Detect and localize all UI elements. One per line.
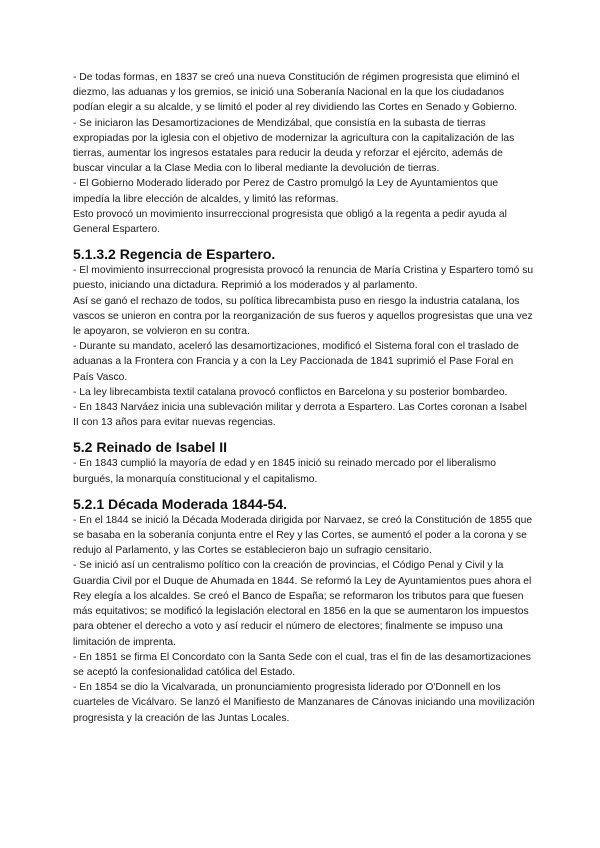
section-espartero-body — [73, 263, 535, 430]
paragraph: - En 1851 se firma El Concordato con la Santa Sede con el cual, tras el fin de las desamortizaciones se aceptó la confesionalidad católica del Estado. — [73, 651, 531, 678]
intro-block — [73, 70, 535, 237]
paragraph: - El movimiento insurreccional progresista provocó la renuncia de María Cristina y Espartero tomó su puesto, iniciando una dictadura. Reprimió a los moderados y al parlamento. — [73, 265, 534, 292]
paragraph: - Se inició así un centralismo político con la creación de provincias, el Código Penal y Civil y la Guardia Civil por el Duque de Ahumada en 1844. Se reformó la Ley de Ayuntamientos pues ahora el Rey elegía a los alcaldes. Se creó el Banco de España; se reformaron los tributos para que fuesen más equitativos; se modificó la legislación electoral en 1856 en la que se aumentaron los impuestos para obtener el derecho a voto y así reducir el número de electores; finalmente se impuso una limitación de imprenta. — [73, 560, 532, 648]
paragraph: - De todas formas, en 1837 se creó una nueva Constitución de régimen progresista que eliminó el diezmo, las aduanas y los gremios, se inició una Soberanía Nacional en la que los ciudadanos podían elegir a su alcalde, y se limitó el poder al rey dividiendo las Cortes en Senado y Gobierno. — [73, 72, 520, 114]
paragraph: - Durante su mandato, aceleró las desamortizaciones, modificó el Sistema foral con el traslado de aduanas a la Frontera con Francia y a con la Ley Paccionada de 1841 suprimió el Pase Foral en País Vasco. — [73, 341, 519, 383]
paragraph: - En 1843 cumplió la mayoría de edad y en 1845 inició su reinado mercado por el liberalismo burgués, la monarquía constitucional y el capitalismo. — [73, 458, 496, 485]
paragraph: - En el 1844 se inició la Década Moderada dirigida por Narvaez, se creó la Constitución de 1855 que se basaba en la soberanía conjunta entre el Rey y las Cortes, se aumentó el poder a la corona y se redujo al Parlamento, y las Cortes se establecieron bajo un sufragio censitario. — [73, 514, 533, 557]
paragraph: - En 1843 Narváez inicia una sublevación militar y derrota a Espartero. Las Cortes coronan a Isabel II con 13 años para evitar nuevas regencias. — [73, 402, 527, 429]
paragraph: - El Gobierno Moderado liderado por Perez de Castro promulgó la Ley de Ayuntamientos que impedía la libre elección de alcaldes, y limitó las reformas. — [73, 178, 499, 205]
section-isabel-body — [73, 456, 535, 486]
paragraph: - Se iniciaron las Desamortizaciones de Mendizábal, que consistía en la subasta de tierras expropiadas por la iglesia con el objetivo de modernizar la agricultura con la capitalización de las tierras, aumentar los ingresos estatales para reducir la deuda y reforzar el ejército, además de buscar vincular a la Clase Media con lo liberal mediante la devolución de tierras. — [73, 117, 515, 175]
paragraph: - En 1854 se dio la Vicalvarada, un pronunciamiento progresista liderado por O'Donnell en los cuarteles de Vicálvaro. Se lanzó el Manifiesto de Manzanares de Cánovas iniciando una movilización progresista y la creación de las Juntas Locales. — [73, 682, 535, 724]
paragraph: Así se ganó el rechazo de todos, su política librecambista puso en riesgo la industria catalana, los vascos se unieron en contra por la reorganización de sus fueros y aquellos progresistas que una vez le apoyaron, se volvieron en su contra. — [73, 295, 533, 338]
section-heading: 5.1.3.2 Regencia de Espartero. — [73, 246, 276, 263]
document-page — [73, 70, 535, 726]
paragraph: Esto provocó un movimiento insurreccional progresista que obligó a la regenta a pedir ayuda al General Espartero. — [73, 208, 507, 236]
section-heading: 5.2 Reinado de Isabel II — [73, 439, 228, 456]
section-moderada-body — [73, 513, 535, 726]
paragraph: - La ley librecambista textil catalana provocó conflictos en Barcelona y su posterior bombardeo. — [73, 386, 508, 398]
section-heading: 5.2.1 Década Moderada 1844-54. — [73, 495, 288, 512]
